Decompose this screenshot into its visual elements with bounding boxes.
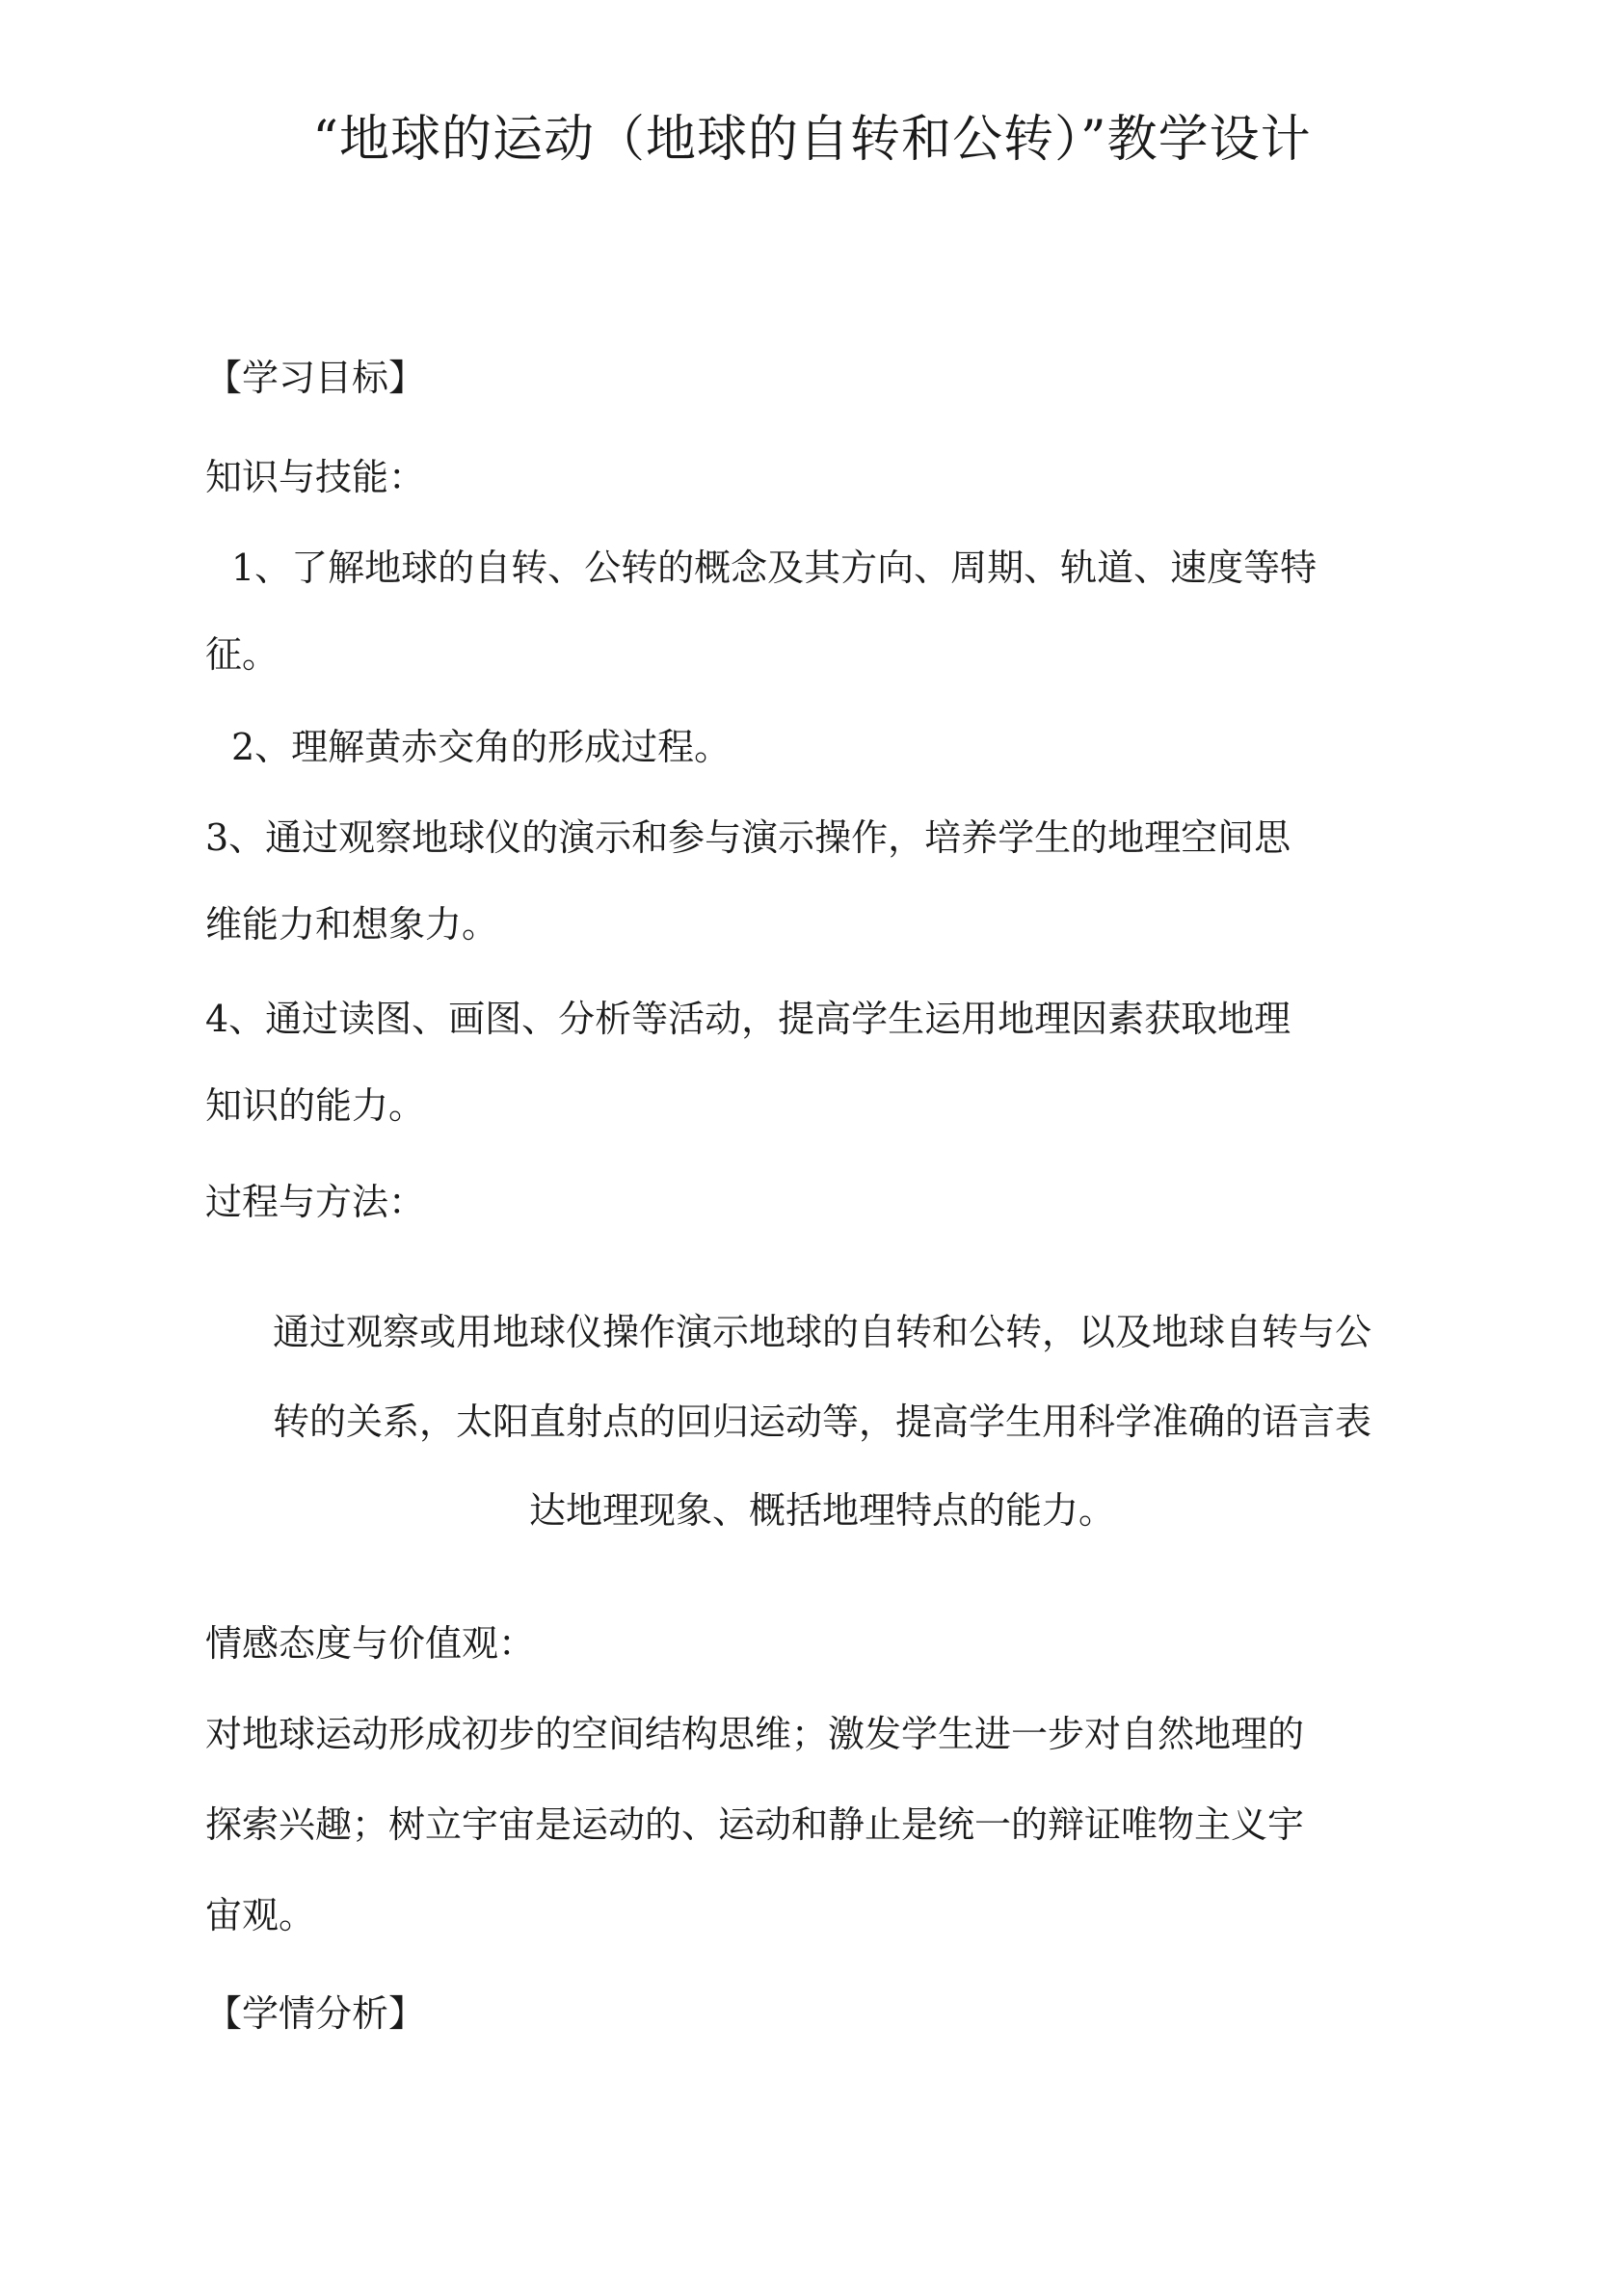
emotion-paragraph-line-3: 宙观。 <box>205 1894 316 1936</box>
objective-item-2: 2、理解黄赤交角的形成过程。 <box>231 726 732 768</box>
section-heading-analysis: 【学情分析】 <box>205 1992 426 2035</box>
objective-item-3-line-2: 维能力和想象力。 <box>205 903 499 946</box>
objective-item-4-line-1: 4、通过读图、画图、分析等活动，提高学生运用地理因素获取地理 <box>205 998 1291 1040</box>
emotion-paragraph-line-2: 探索兴趣；树立宇宙是运动的、运动和静止是统一的辩证唯物主义宇 <box>205 1803 1305 1846</box>
objective-item-1-line-1: 1、了解地球的自转、公转的概念及其方向、周期、轨道、速度等特 <box>231 547 1318 589</box>
objective-item-1-line-2: 征。 <box>205 633 280 676</box>
process-paragraph-line-2: 转的关系，太阳直射点的回归运动等，提高学生用科学准确的语言表 <box>272 1401 1371 1443</box>
document-title: “地球的运动（地球的自转和公转）”教学设计 <box>312 111 1312 169</box>
emotion-values-heading: 情感态度与价值观： <box>205 1622 536 1665</box>
process-paragraph-line-3: 达地理现象、概括地理特点的能力。 <box>528 1489 1115 1532</box>
process-paragraph-line-1: 通过观察或用地球仪操作演示地球的自转和公转，以及地球自转与公 <box>272 1311 1371 1353</box>
knowledge-skills-heading: 知识与技能： <box>205 456 426 498</box>
objective-item-4-line-2: 知识的能力。 <box>205 1084 426 1127</box>
objective-item-3-line-1: 3、通过观察地球仪的演示和参与演示操作，培养学生的地理空间思 <box>205 816 1291 859</box>
emotion-paragraph-line-1: 对地球运动形成初步的空间结构思维；激发学生进一步对自然地理的 <box>205 1713 1305 1755</box>
section-heading-objectives: 【学习目标】 <box>205 357 426 399</box>
process-methods-heading: 过程与方法： <box>205 1181 426 1223</box>
